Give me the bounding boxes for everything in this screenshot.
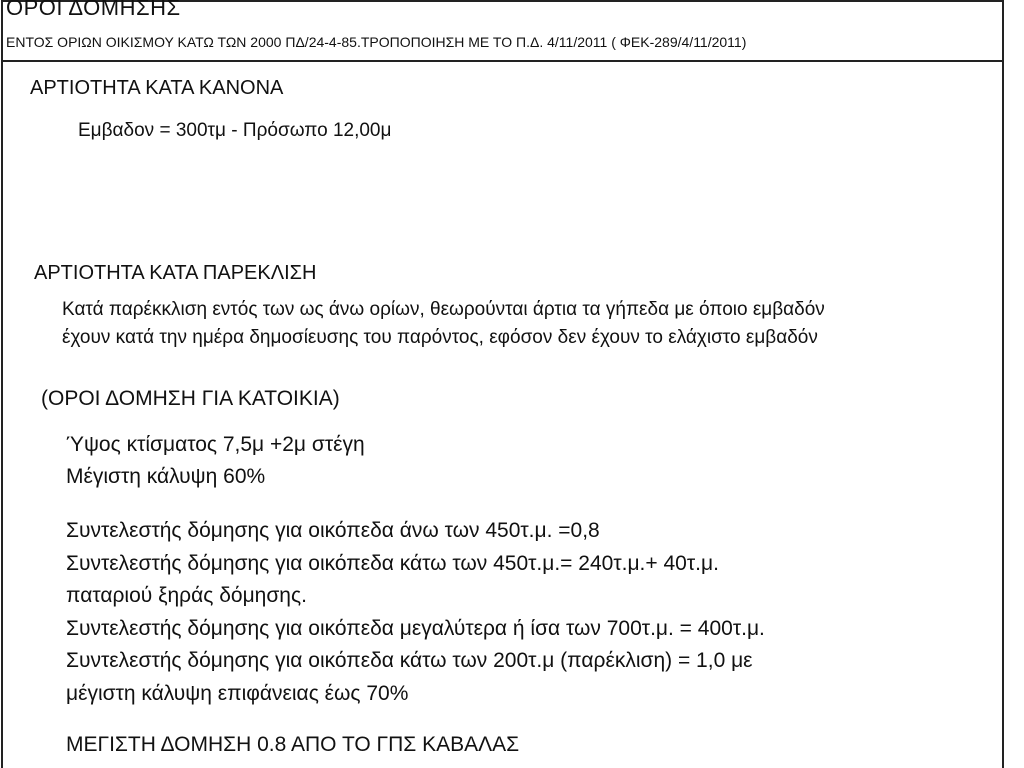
exception-line-2: έχουν κατά την ημέρα δημοσίευσης του παρόντος, εφόσον δεν έχουν το ελάχιστο εμβαδόν — [62, 327, 818, 348]
right-border-line — [1002, 0, 1004, 768]
height-coverage-block — [66, 429, 365, 493]
coefficient-line-6: μέγιστη κάλυψη επιφάνειας έως 70% — [66, 681, 409, 705]
document-title: ΟΡΟΙ ΔΟΜΗΣΗΣ — [6, 0, 181, 20]
exception-line-1: Κατά παρέκκλιση εντός των ως άνω ορίων, θεωρούνται άρτια τα γήπεδα με όποιο εμβαδόν — [62, 299, 825, 320]
coefficients-block — [66, 515, 765, 710]
coefficient-line-1: Συντελεστής δόμησης για οικόπεδα άνω των 450τ.μ. =0,8 — [66, 519, 600, 542]
max-building-line: ΜΕΓΙΣΤΗ ΔΟΜΗΣΗ 0.8 ΑΠΟ ΤΟ ΓΠΣ ΚΑΒΑΛΑΣ — [66, 733, 520, 756]
left-border-line — [1, 0, 3, 768]
exception-section-text — [62, 296, 825, 352]
coefficient-line-4: Συντελεστής δόμησης για οικόπεδα μεγαλύτερα ή ίσα των 700τ.μ. = 400τ.μ. — [66, 616, 765, 640]
coefficient-line-3: παταριού ξηράς δόμησης. — [66, 584, 307, 607]
document-subtitle: ΕΝΤΟΣ ΟΡΙΩΝ ΟΙΚΙΣΜΟΥ ΚΑΤΩ ΤΩΝ 2000 ΠΔ/24-4-85.ΤΡΟΠΟΠΟΙΗΣΗ ΜΕ ΤΟ Π.Δ. 4/11/2011 ( ΦΕΚ-289/4/11/2011) — [6, 34, 747, 50]
rule-section-heading: ΑΡΤΙΟΤΗΤΑ ΚΑΤΑ ΚΑΝΟΝΑ — [30, 77, 284, 99]
coverage-line: Μέγιστη κάλυψη 60% — [66, 465, 266, 488]
height-line: Ύψος κτίσματος 7,5μ +2μ στέγη — [66, 433, 365, 456]
rule-section-text: Εμβαδον = 300τμ - Πρόσωπο 12,00μ — [78, 120, 392, 141]
coefficient-line-2: Συντελεστής δόμησης για οικόπεδα κάτω των 450τ.μ.= 240τ.μ.+ 40τ.μ. — [66, 551, 719, 575]
exception-section-heading: ΑΡΤΙΟΤΗΤΑ ΚΑΤΑ ΠΑΡΕΚΛΙΣΗ — [34, 262, 317, 284]
header-divider-line — [1, 60, 1004, 62]
housing-section-heading: (ΟΡΟΙ ΔΟΜΗΣΗ ΓΙΑ ΚΑΤΟΙΚΙΑ) — [41, 387, 340, 410]
coefficient-line-5: Συντελεστής δόμησης για οικόπεδα κάτω των 200τ.μ (παρέκλιση) = 1,0 με — [66, 649, 753, 672]
